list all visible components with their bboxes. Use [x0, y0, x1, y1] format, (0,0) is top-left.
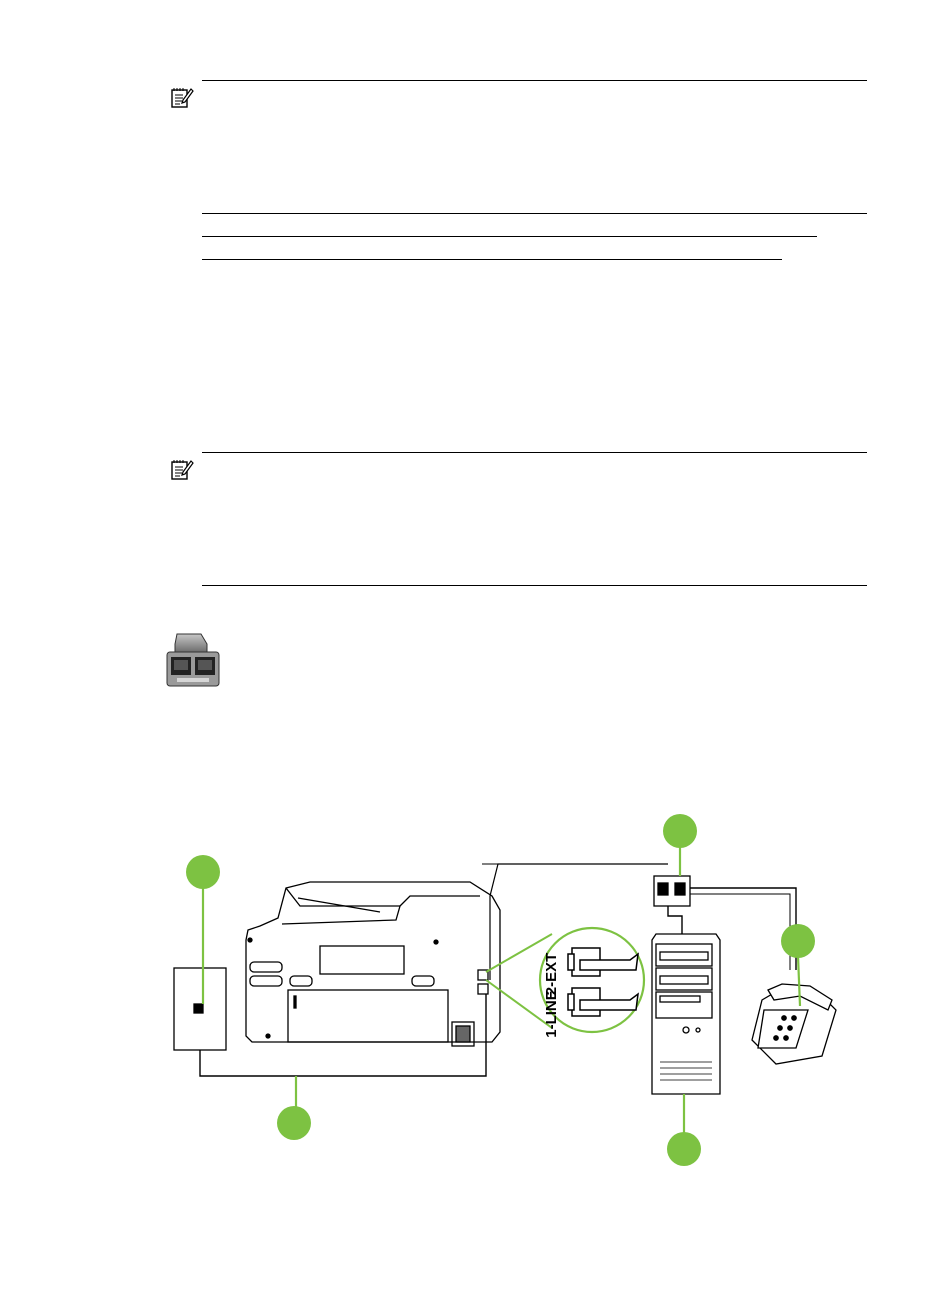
callout-4-computer — [667, 1132, 701, 1166]
parallel-splitter-icon — [163, 630, 223, 690]
underline-rule-a — [202, 236, 817, 237]
port-magnifier — [486, 928, 644, 1038]
callout-2-phone-cord — [277, 1106, 311, 1140]
note-top-rule-1 — [202, 80, 867, 81]
note-top-rule-2 — [202, 452, 867, 453]
connection-diagram — [160, 800, 860, 1180]
callout-5-telephone — [781, 924, 815, 958]
note-icon — [170, 458, 194, 482]
callout-1-wall-jack — [186, 855, 220, 889]
port-label-ext: 2-EXT — [543, 952, 560, 996]
phone-cord — [200, 994, 486, 1076]
callout-3-splitter — [663, 814, 697, 848]
telephone — [752, 984, 836, 1064]
computer — [652, 934, 720, 1094]
printer — [246, 882, 500, 1046]
note-icon — [170, 86, 194, 110]
note-bottom-rule-1 — [202, 213, 867, 214]
wall-jack — [174, 968, 226, 1050]
underline-rule-b — [202, 259, 782, 260]
note-bottom-rule-2 — [202, 585, 867, 586]
port-label-line: 1-LINE — [543, 990, 560, 1038]
